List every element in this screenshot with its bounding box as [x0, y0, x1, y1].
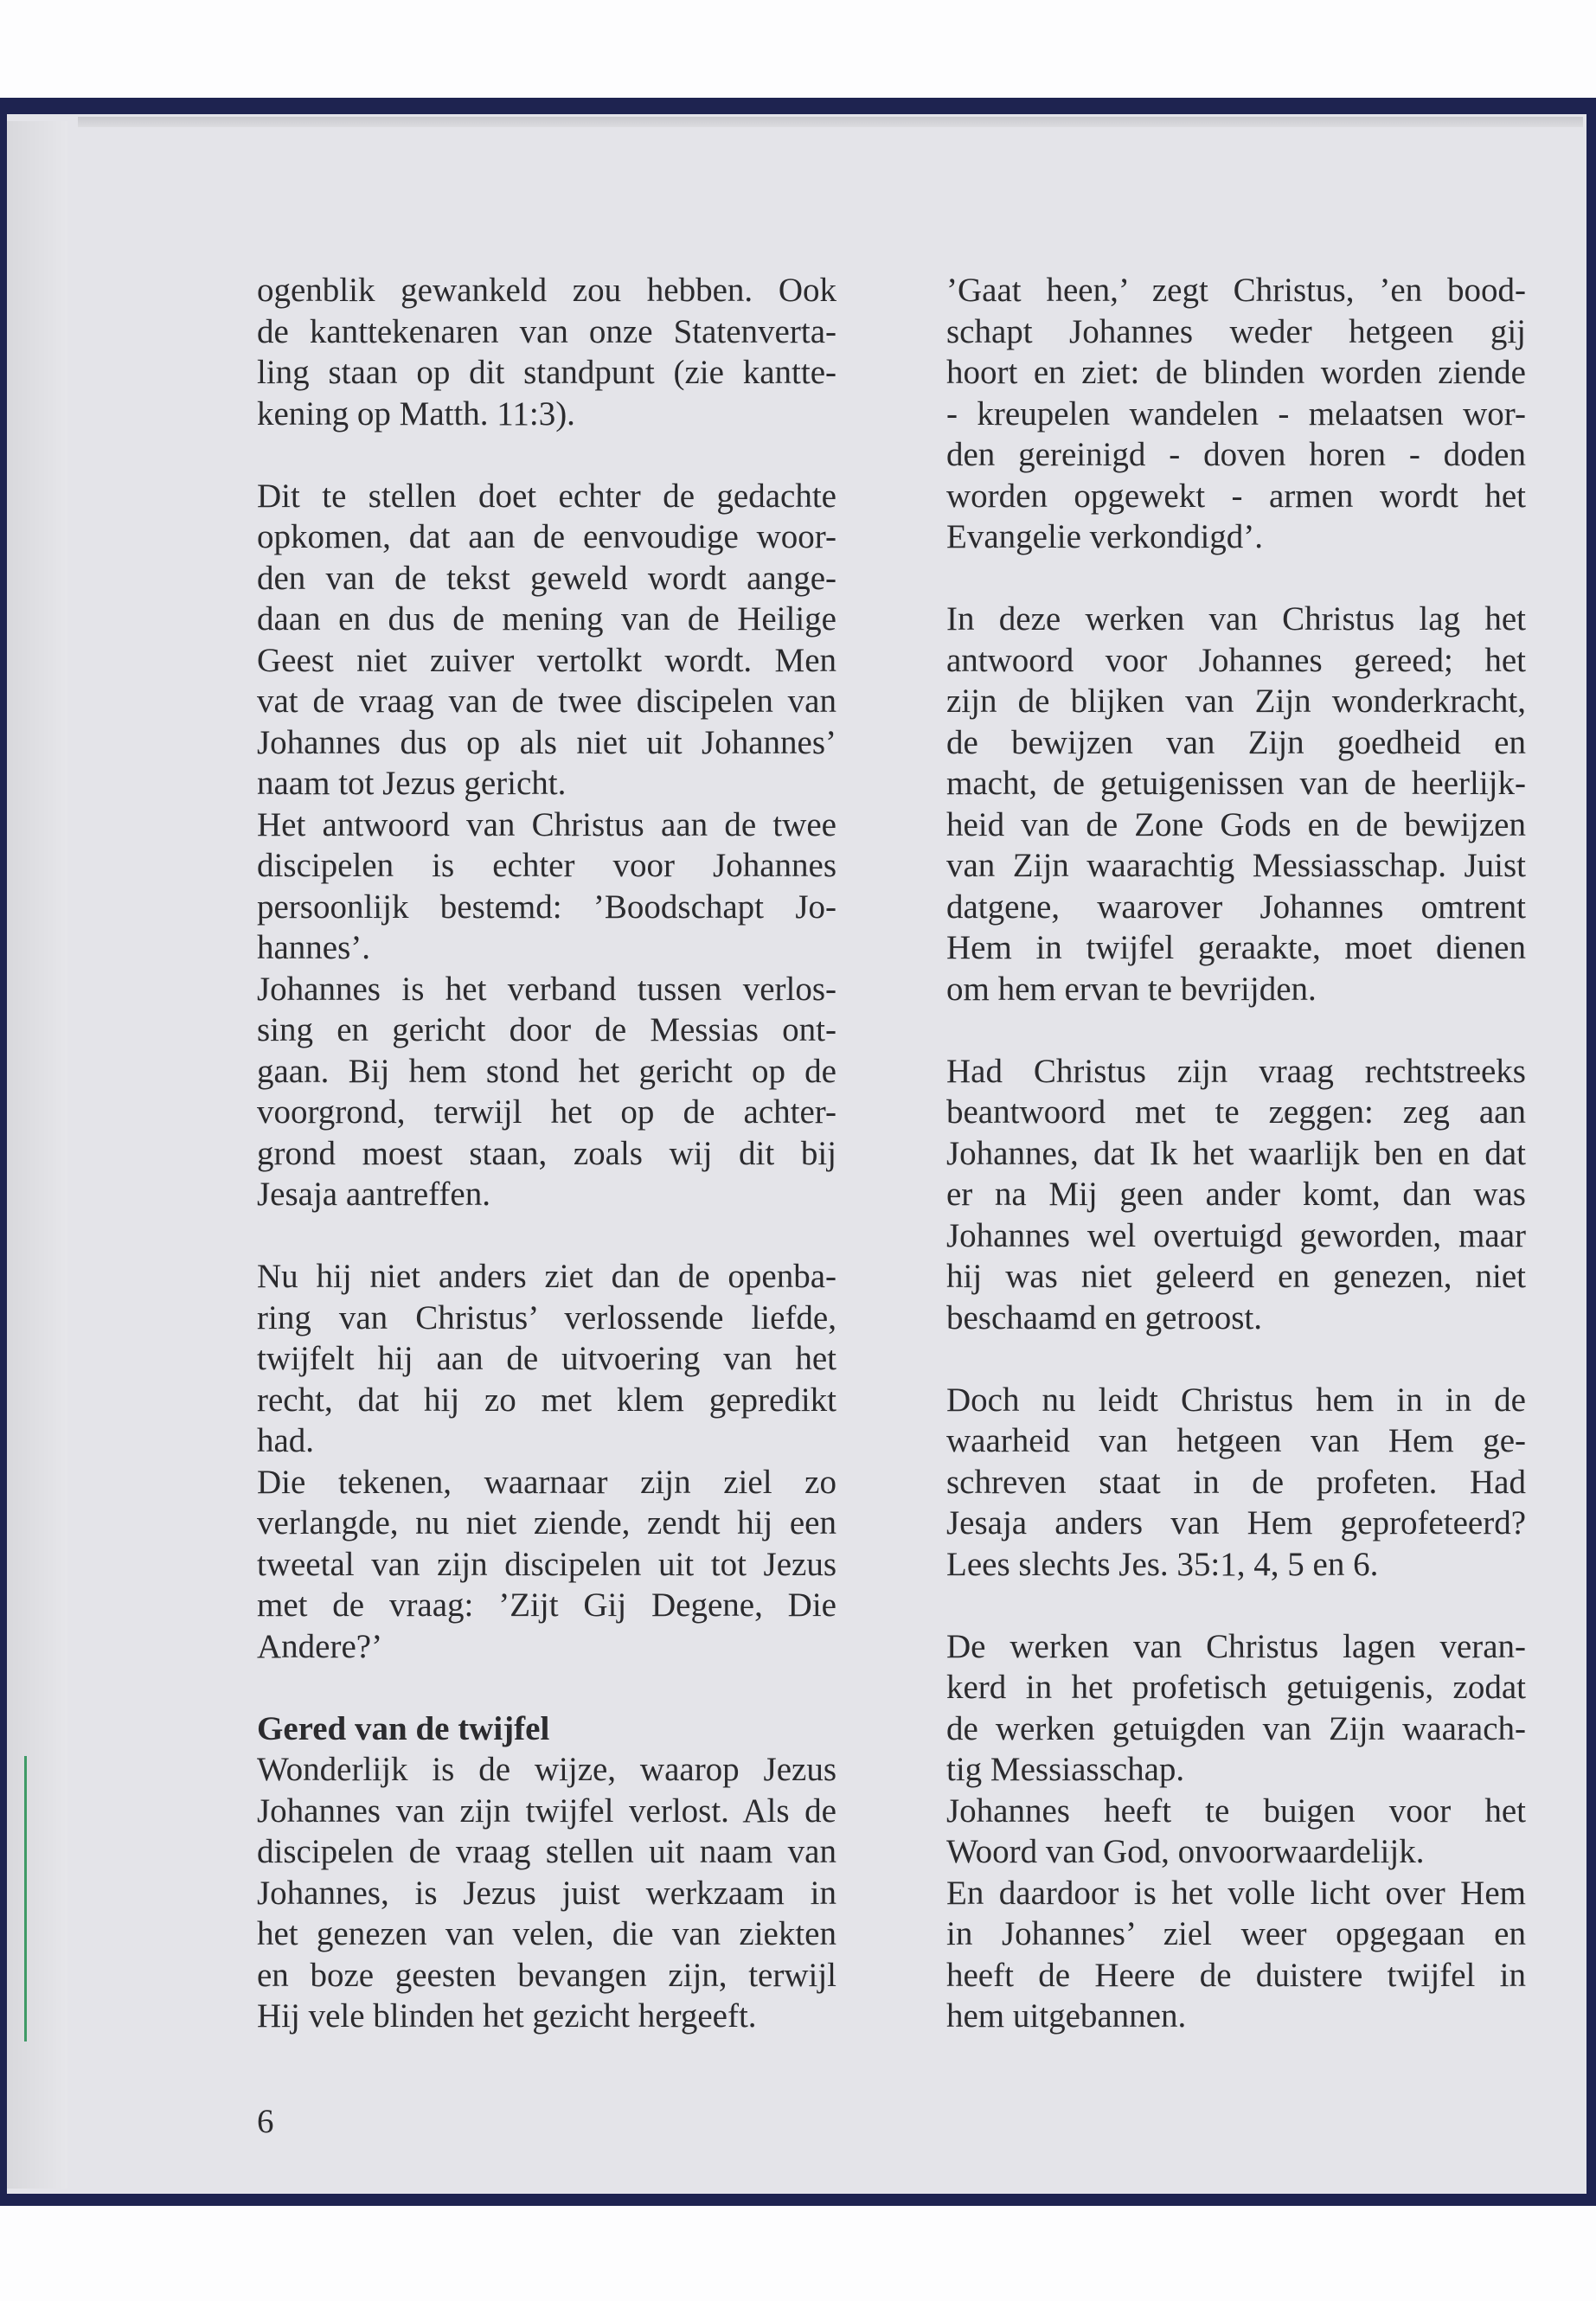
text-line: Jesaja aantreffen.	[257, 1176, 490, 1213]
text-line: Johannes van zijn twijfel verlost. Als de	[257, 1791, 836, 1830]
text-line: Johannes dus op als niet uit Johannes’	[257, 723, 836, 761]
text-line: voorgrond, terwijl het op de achter-	[257, 1093, 836, 1131]
text-line: twijfelt hij aan de uitvoering van het	[257, 1340, 836, 1377]
text-line: sing en gericht door de Messias ont-	[257, 1011, 836, 1048]
text-line: ogenblik gewankeld zou hebben. Ook	[257, 272, 836, 309]
text-line: opkomen, dat aan de eenvoudige woor-	[257, 518, 836, 555]
text-line: beantwoord met te zeggen: zeg aan	[946, 1093, 1526, 1131]
right-text-column	[946, 270, 1526, 2037]
text-line: den gereinigd - doven horen - doden	[946, 436, 1526, 473]
text-line: de werken getuigden van Zijn waarach-	[946, 1709, 1526, 1747]
text-line: kerd in het profetisch getuigenis, zodat	[946, 1669, 1526, 1706]
text-line: - kreupelen wandelen - melaatsen wor-	[946, 394, 1526, 433]
page-edge-mark	[24, 1756, 27, 2041]
text-line: de bewijzen van Zijn goedheid en	[946, 723, 1526, 761]
text-line: Dit te stellen doet echter de gedachte	[257, 477, 836, 515]
text-line: vat de vraag van de twee discipelen van	[257, 683, 836, 720]
text-line: Andere?’	[257, 1627, 383, 1665]
paragraph-spacer	[946, 1338, 1526, 1380]
text-line: Johannes is het verband tussen verlos-	[257, 970, 836, 1008]
text-line: Het antwoord van Christus aan de twee	[257, 805, 836, 843]
text-line: met de vraag: ’Zijt Gij Degene, Die	[257, 1586, 836, 1624]
text-line: En daardoor is het volle licht over Hem	[946, 1874, 1526, 1912]
text-line: om hem ervan te bevrijden.	[946, 970, 1317, 1008]
text-line: persoonlijk bestemd: ’Boodschapt Jo-	[257, 888, 836, 926]
text-line: heeft de Heere de duistere twijfel in	[946, 1956, 1526, 1994]
text-line: Johannes heeft te buigen voor het	[946, 1791, 1526, 1830]
text-line: antwoord voor Johannes gereed; het	[946, 641, 1526, 679]
text-line: waarheid van hetgeen van Hem ge-	[946, 1422, 1526, 1459]
paragraph-spacer	[257, 434, 836, 476]
text-line: de kanttekenaren van onze Statenverta-	[257, 312, 836, 350]
page-number: 6	[257, 2103, 274, 2140]
text-line: had.	[257, 1422, 315, 1459]
text-line: hannes’.	[257, 929, 371, 966]
text-line: in Johannes’ ziel weer opgegaan en	[946, 1915, 1526, 1952]
text-line: hem uitgebannen.	[946, 1997, 1187, 2035]
text-line: den van de tekst geweld wordt aange-	[257, 559, 836, 597]
text-line: De werken van Christus lagen veran-	[946, 1627, 1526, 1665]
text-line: ring van Christus’ verlossende liefde,	[257, 1298, 836, 1336]
text-line: ’Gaat heen,’ zegt Christus, ’en bood-	[946, 272, 1526, 309]
text-line: verlangde, nu niet ziende, zendt hij een	[257, 1504, 836, 1541]
text-line: het genezen van velen, die van ziekten	[257, 1915, 836, 1952]
text-line: tweetal van zijn discipelen uit tot Jezus	[257, 1545, 836, 1583]
text-line: discipelen de vraag stellen uit naam van	[257, 1833, 836, 1870]
text-line: Hij vele blinden het gezicht hergeeft.	[257, 1997, 757, 2035]
text-line: tig Messiasschap.	[946, 1751, 1185, 1788]
text-line: discipelen is echter voor Johannes	[257, 847, 836, 884]
text-line: beschaamd en getroost.	[946, 1298, 1262, 1336]
text-line: gaan. Bij hem stond het gericht op de	[257, 1052, 836, 1090]
text-line: In deze werken van Christus lag het	[946, 600, 1526, 638]
paragraph-spacer	[946, 1585, 1526, 1626]
text-line: naam tot Jezus gericht.	[257, 765, 567, 802]
text-line: Hem in twijfel geraakte, moet dienen	[946, 929, 1526, 966]
text-line: datgene, waarover Johannes omtrent	[946, 888, 1526, 926]
text-line: Johannes wel overtuigd geworden, maar	[946, 1216, 1526, 1254]
text-line: er na Mij geen ander komt, dan was	[946, 1176, 1526, 1213]
text-line: zijn de blijken van Zijn wonderkracht,	[946, 683, 1526, 720]
text-line: en boze geesten bevangen zijn, terwijl	[257, 1956, 836, 1994]
text-line: Jesaja anders van Hem geprofeteerd?	[946, 1504, 1526, 1541]
text-line: kening op Matth. 11:3).	[257, 394, 575, 433]
text-line: Nu hij niet anders ziet dan de openba-	[257, 1258, 836, 1295]
text-line: Johannes, is Jezus juist werkzaam in	[257, 1874, 836, 1912]
text-line: schapt Johannes weder hetgeen gij	[946, 312, 1526, 350]
left-text-column	[257, 270, 836, 2037]
text-line: worden opgewekt - armen wordt het	[946, 477, 1526, 515]
section-heading: Gered van de twijfel	[257, 1709, 550, 1747]
paragraph-spacer	[257, 1215, 836, 1257]
text-line: Johannes, dat Ik het waarlijk ben en dat	[946, 1134, 1526, 1172]
text-line: Wonderlijk is de wijze, waarop Jezus	[257, 1751, 836, 1788]
text-line: grond moest staan, zoals wij dit bij	[257, 1134, 836, 1172]
text-line: Die tekenen, waarnaar zijn ziel zo	[257, 1463, 836, 1501]
text-line: Woord van God, onvoorwaardelijk.	[946, 1833, 1425, 1870]
page-gutter-shadow	[7, 121, 67, 2189]
paragraph-spacer	[257, 1667, 836, 1708]
text-line: van Zijn waarachtig Messiasschap. Juist	[946, 847, 1526, 884]
text-line: hij was niet geleerd en genezen, niet	[946, 1258, 1526, 1295]
text-line: recht, dat hij zo met klem gepredikt	[257, 1381, 836, 1419]
text-line: heid van de Zone Gods en de bewijzen	[946, 805, 1526, 843]
text-line: macht, de getuigenissen van de heerlijk-	[946, 765, 1526, 802]
text-line: schreven staat in de profeten. Had	[946, 1463, 1526, 1501]
paragraph-spacer	[946, 1009, 1526, 1051]
page-top-edge	[78, 117, 1583, 127]
text-line: Had Christus zijn vraag rechtstreeks	[946, 1052, 1526, 1090]
text-line: ling staan op dit standpunt (zie kantte-	[257, 354, 836, 391]
text-line: daan en dus de mening van de Heilige	[257, 600, 836, 638]
text-line: Lees slechts Jes. 35:1, 4, 5 en 6.	[946, 1545, 1379, 1583]
text-line: hoort en ziet: de blinden worden ziende	[946, 354, 1526, 391]
text-line: Geest niet zuiver vertolkt wordt. Men	[257, 641, 836, 679]
text-line: Evangelie verkondigd’.	[946, 518, 1264, 555]
text-line: Doch nu leidt Christus hem in in de	[946, 1381, 1526, 1419]
paragraph-spacer	[946, 558, 1526, 599]
